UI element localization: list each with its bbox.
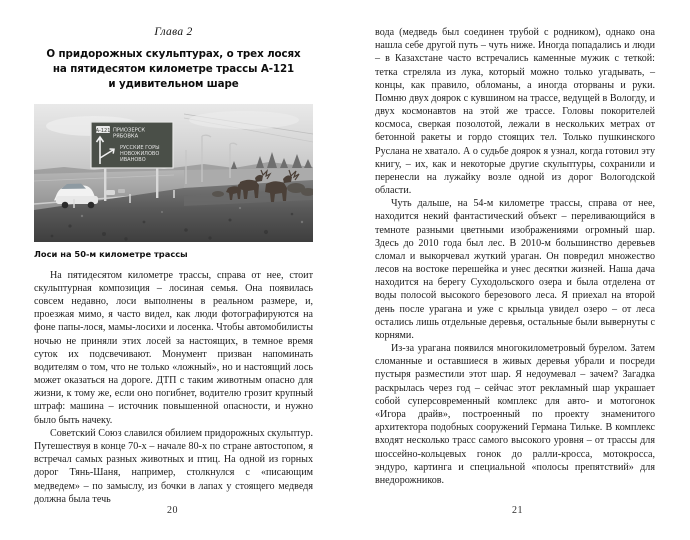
chapter-label: Глава 2: [154, 26, 193, 38]
svg-text:НОВОЖИЛОВО: НОВОЖИЛОВО: [120, 150, 160, 157]
svg-text:А-121: А-121: [95, 127, 111, 134]
page-number-right: 21: [512, 505, 523, 516]
svg-text:РУССКИЕ ГОРЫ: РУССКИЕ ГОРЫ: [120, 144, 160, 151]
page-number-left: 20: [167, 505, 178, 516]
paragraph-left-1: На пятидесятом километре трассы, справа от нее, стоит скульптурная композиция – лосиная семья. Она появилась совсем недавно, лоси выполнены в реальном размере, и, проезжая мимо, я часто видел, как люди фотографируются на фоне папы-лося, мамы-лосихи и лосенка. Чтобы автомобилисты ночью не приняли этих лосей за настоящих, в темное время суток их подсвечивают. Монумент призван напоминать водителям о том, что не только «ложный», но и настоящий лось может оказаться на дороге. ДТП с таким животным опасно для жизни, к тому же, если оно погибнет, водителю грозит крупный штраф: машина – источник повышенной опасности, и нужно было быть начеку.: [34, 269, 313, 426]
page-right: [345, 0, 690, 540]
figure-moose-photo: [34, 104, 313, 259]
chapter-title-line-1: О придорожных скульптурах, о трех лосях: [46, 48, 301, 60]
paragraph-right-2: Чуть дальше, на 54-м километре трассы, справа от нее, находится некий фантастический объект – переливающийся в темноте разными цветными изображениями огромный шар. Здесь до 2010 года был лес. В 2010-м большинство деревьев сломал и выкорчевал жуткий ураган. Он повредил множество лесов на востоке перешейка и унес десятки жизней. Наша дача находится на берегу Суходольского озера и была отделена от воды полосой высокого березового леса. Я приехал на второй день после урагана и уже с крыльца увидел озеро – от леса остались лишь отдельные деревья, остальные были вывернуты с корнями.: [375, 198, 655, 341]
chapter-title: [34, 47, 313, 92]
chapter-title-line-3: и удивительном шаре: [108, 77, 239, 90]
photo-image: [34, 104, 313, 242]
photo-illustration: [34, 104, 313, 242]
svg-text:ПРИОЗЕРСК: ПРИОЗЕРСК: [113, 127, 146, 134]
svg-text:ИВАНОВО: ИВАНОВО: [120, 156, 146, 163]
chapter-title-line-2: на пятидесятом километре трассы А-121: [52, 62, 295, 75]
figure-caption: Лоси на 50-м километре трассы: [34, 248, 188, 259]
paragraph-left-2: Советский Союз славился обилием придорожных скульптур. Путешествуя в конце 70-х – начале 80-х по стране автостопом, я встречал самых разных животных и птиц. На одной из горных дорог Тянь-Шаня, например, столкнулся с «писающим медведем» – по замыслу, из бочки в лапах у стоящего медведя должна была течь: [34, 427, 313, 505]
paragraph-right-1: вода (медведь был соединен трубой с родником), однако она нашла себе другой путь – чуть ниже. Иногда попадались и люди – в Казахстане часто встречались каменные мужик с теткой: тетка стреляла из лука, который можно только угадывать, – концы, как правило, обломаны, а иногда оторваны и руки. Помню двух доярок с кувшином на трассе, ведущей в Вологду, и двух космонавтов на этой же трассе. Головы покорителей космоса, сверкая позолотой, лежали в нескольких метрах от бетонной ракеты и гордо стоящих тел. Только пушкинского Руслана не хватало. А о судьбе доярок я узнал, когда готовил эту книгу, – их, как и некоторые другие скульптуры, сохранили и перенесли на лужайку возле одной из дорог Вологодской области.: [375, 27, 655, 197]
paragraph-right-3: Из-за урагана появился многокилометровый бурелом. Затем сломанные и оставшиеся в живых деревья убрали и посреди пустыря разместили этот шар. Я недоумевал – зачем? Загадка раскрылась через год – сейчас этот рекламный шар украшает собой суперсовременный комплекс для авто- и мотогонок «Игора драйв», построенный по проекту знаменитого архитектора подобных сооружений Германа Тильке. В комплекс входят несколько трасс самого высокого уровня – от трассы для шоссейно-кольцевых гонок до ралли-кросса, мотокросса, эндуро, картинга и специальной «полосы препятствий» для внедорожников.: [375, 343, 655, 486]
svg-text:РЯБОВКА: РЯБОВКА: [113, 133, 139, 140]
